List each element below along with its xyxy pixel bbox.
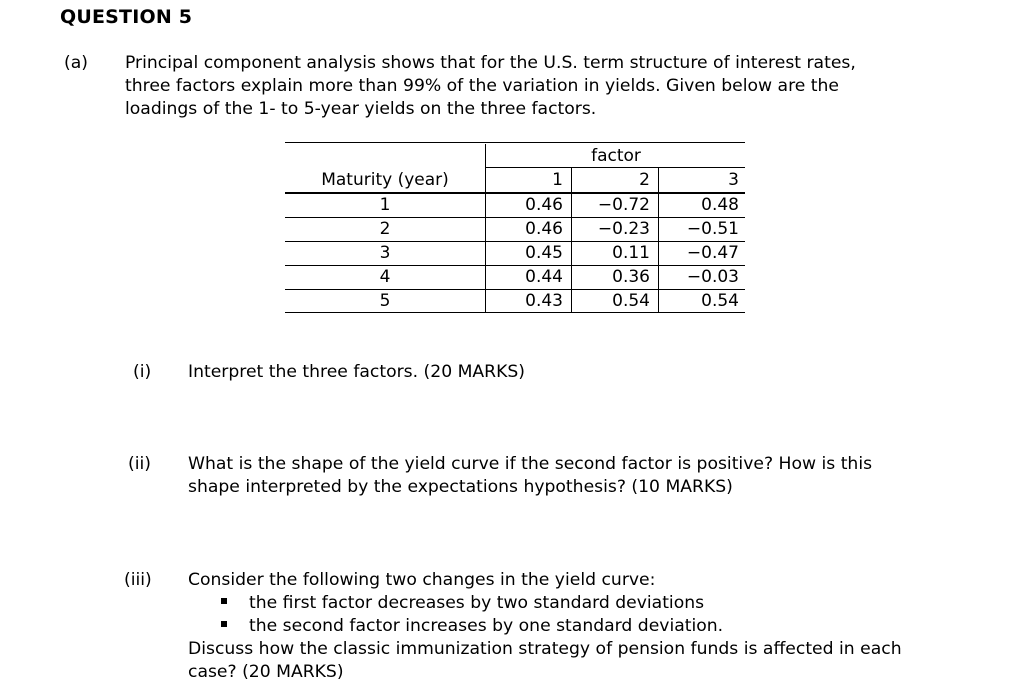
sub-ii-line: What is the shape of the yield curve if the second factor is positive? How is this bbox=[188, 454, 873, 474]
part-a-label: (a) bbox=[64, 53, 88, 73]
sub-iii-intro: Consider the following two changes in the yield curve: bbox=[188, 570, 656, 590]
loading-cell: −0.23 bbox=[571, 217, 658, 241]
sub-ii-label: (ii) bbox=[128, 454, 151, 474]
loading-cell: 0.48 bbox=[658, 193, 745, 217]
table-rule bbox=[285, 142, 745, 143]
factor-2-header: 2 bbox=[571, 168, 658, 192]
loading-cell: −0.03 bbox=[658, 265, 745, 289]
maturity-header: Maturity (year) bbox=[321, 170, 449, 190]
factor-group-header: factor bbox=[485, 144, 746, 168]
loading-cell: 0.54 bbox=[658, 289, 745, 313]
sub-iii-closing-line: Discuss how the classic immunization strategy of pension funds is affected in each bbox=[188, 639, 902, 659]
question-heading: QUESTION 5 bbox=[60, 6, 193, 28]
sub-iii-label: (iii) bbox=[124, 570, 152, 590]
maturity-cell: 1 bbox=[379, 195, 391, 215]
table-group-header-row bbox=[285, 144, 745, 168]
sub-i-label: (i) bbox=[133, 362, 152, 382]
maturity-cell: 2 bbox=[379, 219, 391, 239]
sub-i-text: Interpret the three factors. (20 MARKS) bbox=[188, 362, 526, 382]
loading-cell: 0.44 bbox=[485, 265, 571, 289]
bullet-text: the first factor decreases by two standard deviations bbox=[249, 593, 705, 613]
sub-iii-closing-line: case? (20 MARKS) bbox=[188, 662, 344, 682]
part-a-intro bbox=[125, 52, 945, 121]
table-header-row bbox=[285, 168, 745, 192]
maturity-cell: 5 bbox=[379, 291, 391, 311]
loading-cell: −0.72 bbox=[571, 193, 658, 217]
maturity-cell: 4 bbox=[379, 267, 391, 287]
loading-cell: 0.36 bbox=[571, 265, 658, 289]
bullet-icon bbox=[221, 598, 227, 604]
factor-1-header: 1 bbox=[485, 168, 571, 192]
table-row bbox=[285, 241, 745, 265]
loading-cell: −0.47 bbox=[658, 241, 745, 265]
table-row bbox=[285, 193, 745, 217]
maturity-cell: 3 bbox=[379, 243, 391, 263]
loading-cell: 0.45 bbox=[485, 241, 571, 265]
sub-ii-text bbox=[188, 453, 1008, 499]
loading-cell: 0.11 bbox=[571, 241, 658, 265]
loading-cell: 0.54 bbox=[571, 289, 658, 313]
sub-ii-line: shape interpreted by the expectations hypothesis? (10 MARKS) bbox=[188, 477, 733, 497]
table-row bbox=[285, 289, 745, 313]
bullet-item bbox=[188, 592, 1008, 615]
intro-line: Principal component analysis shows that for the U.S. term structure of interest rates, bbox=[125, 53, 856, 73]
intro-line: loadings of the 1- to 5-year yields on the three factors. bbox=[125, 99, 597, 119]
intro-line: three factors explain more than 99% of the variation in yields. Given below are the bbox=[125, 76, 840, 96]
loading-cell: 0.46 bbox=[485, 217, 571, 241]
loading-cell: −0.51 bbox=[658, 217, 745, 241]
loading-cell: 0.43 bbox=[485, 289, 571, 313]
table-rule bbox=[285, 312, 745, 313]
factor-3-header: 3 bbox=[658, 168, 745, 192]
bullet-item bbox=[188, 615, 1008, 638]
sub-iii-text bbox=[188, 569, 1008, 684]
loading-cell: 0.46 bbox=[485, 193, 571, 217]
bullet-icon bbox=[221, 621, 227, 627]
bullet-text: the second factor increases by one standard deviation. bbox=[249, 616, 724, 636]
table-row bbox=[285, 217, 745, 241]
table-row bbox=[285, 265, 745, 289]
